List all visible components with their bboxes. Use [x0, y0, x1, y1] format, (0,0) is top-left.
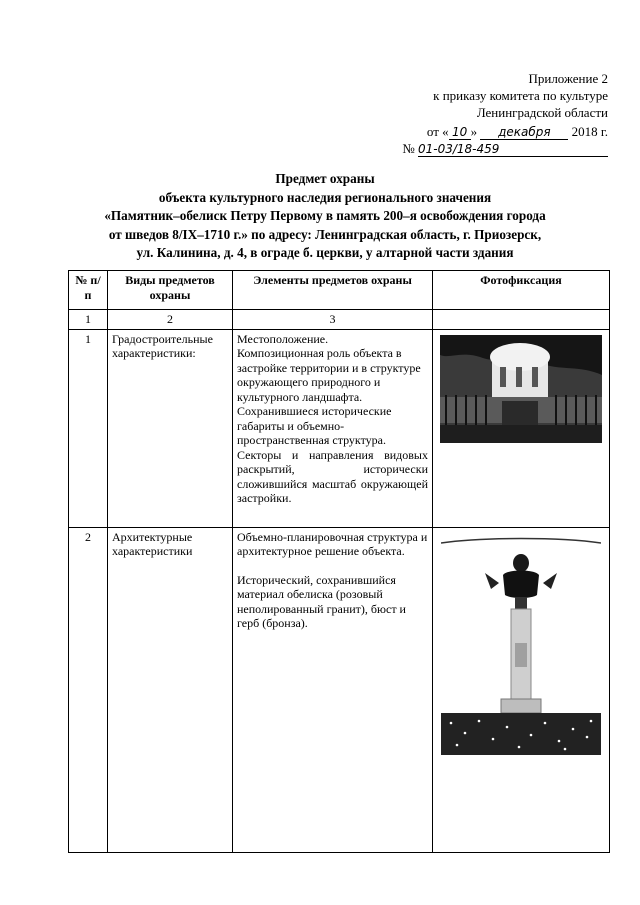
header-type: Виды предметов охраны [108, 271, 233, 310]
appendix-order-line: к приказу комитета по культуре [433, 88, 608, 103]
numbering-cell [433, 310, 610, 330]
appendix-region-line: Ленинградской области [476, 105, 608, 120]
row-elements [233, 329, 433, 527]
element-item: Композиционная роль объекта в застройке территории и в структуре окружающего природного и культурного ландшафта. [237, 346, 421, 404]
date-month-handwritten: декабря [480, 126, 568, 140]
numbering-cell: 2 [108, 310, 233, 330]
table-row [69, 329, 610, 527]
protection-subject-table [68, 270, 610, 853]
element-item: Секторы и направления видовых раскрытий, исторически сложившийся масштаб окружающей застройки. [237, 447, 428, 505]
title-line-1: Предмет охраны [275, 171, 375, 186]
number-prefix: № [402, 141, 415, 156]
element-item: Местоположение. [237, 331, 329, 346]
title-line-2: объекта культурного наследия регионального значения [158, 189, 492, 205]
row-type: Градостроительные характеристики: [108, 329, 233, 527]
element-item: Сохранившиеся исторические габариты и объемно-пространственная структура. [237, 404, 392, 447]
header-elements: Элементы предметов охраны [233, 271, 433, 310]
date-mid: » [470, 124, 478, 139]
row-photo [433, 329, 610, 527]
title-line-4: от шведов 8/IX–1710 г.» по адресу: Ленинградская область, г. Приозерск, [108, 226, 542, 242]
title-line-3: «Памятник–обелиск Петру Первому в память 200–я освобождения города [104, 208, 546, 223]
row-type: Архитектурные характеристики [108, 527, 233, 852]
numbering-cell: 1 [69, 310, 108, 330]
numbering-cell: 3 [233, 310, 433, 330]
date-year: 2018 г. [571, 124, 608, 139]
row-number: 1 [69, 329, 108, 527]
title-line-5: ул. Калинина, д. 4, в ограде б. церкви, у алтарной части здания [136, 245, 514, 260]
table-numbering-row [69, 310, 610, 330]
table-row [69, 527, 610, 852]
number-handwritten: 01-03/18-459 [418, 143, 608, 157]
appendix-header [402, 70, 608, 157]
row-photo [433, 527, 610, 852]
document-title [40, 170, 610, 263]
church-fence-photo [440, 335, 602, 443]
table-header-row [69, 271, 610, 310]
appendix-title: Приложение 2 [528, 71, 608, 86]
header-number: № п/п [69, 271, 108, 310]
appendix-date-line [402, 123, 608, 140]
appendix-number-line [402, 140, 608, 157]
obelisk-photo [441, 533, 601, 755]
element-item: Объемно-планировочная структура и архитектурное решение объекта. [237, 529, 428, 558]
row-elements [233, 527, 433, 852]
date-day-handwritten: 10 [449, 126, 471, 140]
element-item: Исторический, сохранившийся материал обелиска (розовый неполированный гранит), бюст и герб (бронза). [237, 572, 406, 630]
date-prefix: от « [426, 124, 449, 139]
row-number: 2 [69, 527, 108, 852]
header-photo: Фотофиксация [433, 271, 610, 310]
